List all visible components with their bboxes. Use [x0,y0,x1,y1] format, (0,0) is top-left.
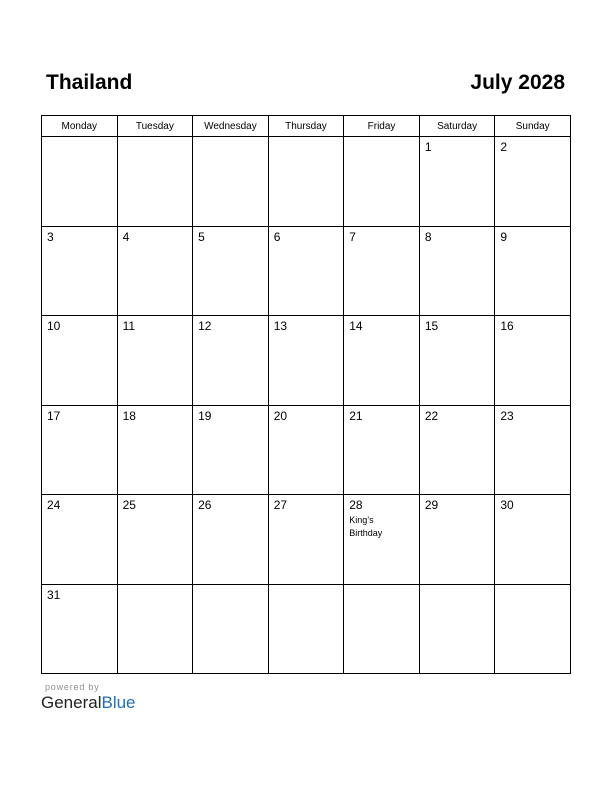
day-cell [344,405,420,495]
weekday-saturday: Saturday [419,116,495,137]
day-number: 14 [349,319,363,333]
brand-general-text: General [41,693,102,712]
day-cell [193,405,269,495]
day-cell [117,137,193,227]
day-number: 5 [198,229,205,244]
day-cell [42,226,118,316]
week-row-3 [42,316,571,406]
country-title: Thailand [46,71,133,94]
day-cell [193,495,269,585]
day-number: 8 [424,229,432,244]
day-cell [268,226,344,316]
day-cell [268,316,344,406]
day-cell [419,137,495,227]
day-cell [344,226,420,316]
holiday-line-2: Birthday [349,528,383,538]
day-cell [419,495,495,585]
day-cell [495,226,571,316]
day-number: 21 [349,408,363,423]
day-cell [193,316,269,406]
day-number: 24 [47,498,61,512]
day-cell [268,137,344,227]
day-number: 16 [500,319,514,333]
day-cell [117,316,193,406]
month-title: July 2028 [470,71,565,94]
day-number: 30 [500,498,514,512]
day-number [193,137,268,141]
week-row-4 [42,405,571,495]
day-number: 6 [273,229,281,244]
powered-by-text: powered by [45,682,100,692]
day-cell [344,495,420,585]
day-number: 7 [349,229,356,244]
day-number: 22 [424,408,439,423]
day-number: 15 [424,319,439,333]
day-cell [344,137,420,227]
day-number: 26 [198,498,212,512]
day-number: 29 [424,498,439,512]
generalblue-logo[interactable] [41,693,136,713]
brand-blue-text: Blue [101,693,136,712]
day-number [193,585,268,589]
day-cell [117,226,193,316]
day-cell [268,405,344,495]
day-number: 17 [47,408,61,423]
day-number: 4 [122,229,130,244]
weekday-thursday: Thursday [268,116,344,137]
week-row-5 [42,495,571,585]
day-cell [495,316,571,406]
weekday-monday: Monday [42,116,118,137]
weekday-friday: Friday [344,116,420,137]
day-cell [495,405,571,495]
day-cell [193,137,269,227]
day-cell [117,584,193,674]
day-cell [268,584,344,674]
weekday-header-row [42,116,571,137]
day-number: 13 [273,319,288,333]
day-number [269,585,344,589]
week-row-6 [42,584,571,674]
day-cell [419,405,495,495]
day-number [495,585,570,589]
day-number: 25 [122,498,136,512]
day-cell [495,137,571,227]
weekday-sunday: Sunday [495,116,571,137]
day-cell [344,316,420,406]
weekday-wednesday: Wednesday [193,116,269,137]
day-cell [495,584,571,674]
day-number: 12 [198,319,212,333]
day-number [344,137,419,141]
day-number [118,137,193,141]
day-cell [419,584,495,674]
day-number: 18 [122,408,136,423]
day-cell [42,137,118,227]
day-number: 2 [500,140,508,154]
day-cell [42,405,118,495]
day-number: 27 [273,498,288,512]
day-number: 20 [273,408,288,423]
day-number: 23 [500,408,514,423]
day-cell [117,405,193,495]
calendar-grid [41,115,571,674]
day-cell [42,584,118,674]
day-cell [495,495,571,585]
weekday-tuesday: Tuesday [117,116,193,137]
day-number [269,137,344,141]
holiday-line-1: King’s [349,515,374,525]
day-cell [193,226,269,316]
day-number [42,137,117,141]
day-number [420,585,495,589]
day-number: 28 [349,498,363,512]
day-number [344,585,419,589]
day-number: 11 [122,319,136,333]
day-number: 31 [47,587,61,602]
day-number: 9 [500,229,508,244]
day-number: 3 [47,229,54,244]
day-cell [117,495,193,585]
day-number: 1 [424,140,432,154]
week-row-1 [42,137,571,227]
day-number [118,585,193,589]
day-cell [268,495,344,585]
day-cell [193,584,269,674]
day-number: 19 [198,408,212,423]
day-cell [344,584,420,674]
day-number: 10 [47,319,61,333]
day-cell [419,226,495,316]
week-row-2 [42,226,571,316]
day-cell [42,495,118,585]
day-cell [42,316,118,406]
holiday-label [344,512,419,540]
day-cell [419,316,495,406]
